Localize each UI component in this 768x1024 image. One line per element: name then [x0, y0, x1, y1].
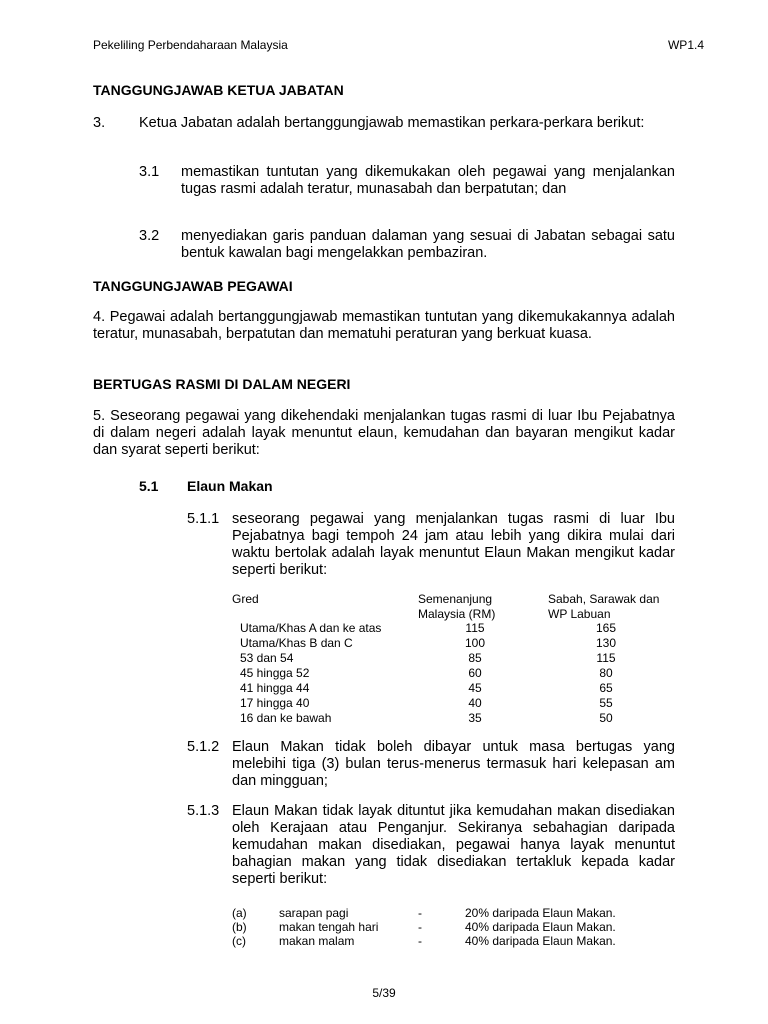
meal-rate: 40% daripada Elaun Makan.	[465, 920, 616, 934]
table-cell-sabah: 55	[599, 696, 613, 710]
page-number: 5/39	[372, 986, 396, 1000]
document-code: WP1.4	[667, 38, 704, 52]
table-cell-sabah: 115	[596, 651, 616, 665]
table-row	[240, 696, 680, 711]
table-cell-sabah: 80	[599, 666, 613, 680]
table-cell-gred: Utama/Khas A dan ke atas	[240, 621, 382, 635]
para-5-1-1-text: seseorang pegawai yang menjalankan tugas rasmi di luar Ibu Pejabatnya bagi tempoh 24 jam atau lebih yang dikira mulai dari waktu bertolak adalah layak menuntut Elaun Makan mengikut kadar seperti berikut:	[232, 511, 675, 578]
heading-bertugas-rasmi: BERTUGAS RASMI DI DALAM NEGERI	[93, 376, 351, 392]
meal-name: sarapan pagi	[279, 906, 349, 920]
table-row	[240, 711, 680, 726]
list-item	[232, 934, 672, 948]
table-cell-sabah: 50	[599, 711, 613, 725]
meal-label: (c)	[232, 934, 246, 948]
table-row	[240, 636, 680, 651]
table-cell-gred: 53 dan 54	[240, 651, 294, 665]
table-cell-semenanjung: 60	[468, 666, 482, 680]
section-5-1-title: Elaun Makan	[187, 478, 273, 494]
table-cell-semenanjung: 115	[465, 621, 485, 635]
table-header-semenanjung: Semenanjung Malaysia (RM)	[418, 592, 496, 621]
meal-label: (a)	[232, 906, 247, 920]
meal-name: makan malam	[279, 934, 355, 948]
meal-label: (b)	[232, 920, 247, 934]
rate-table-body	[240, 621, 680, 726]
table-row	[240, 621, 680, 636]
table-cell-gred: 41 hingga 44	[240, 681, 310, 695]
table-cell-gred: 16 dan ke bawah	[240, 711, 332, 725]
meal-rates-list	[232, 906, 672, 948]
table-cell-sabah: 130	[595, 636, 617, 650]
meal-dash: -	[418, 934, 422, 948]
meal-name: makan tengah hari	[279, 920, 379, 934]
table-row	[240, 681, 680, 696]
para-5-1-3-text: Elaun Makan tidak layak dituntut jika kemudahan makan disediakan oleh Kerajaan atau Penganjur. Sekiranya sebahagian daripada kemudahan makan disediakan, pegawai hanya layak menuntut bahagian makan yang tidak disediakan tertakluk kepada kadar seperti berikut:	[232, 803, 675, 887]
table-cell-semenanjung: 85	[468, 651, 482, 665]
table-cell-sabah: 65	[599, 681, 613, 695]
para-5-1-1-number: 5.1.1	[187, 511, 220, 527]
para-5-1-2-text: Elaun Makan tidak boleh dibayar untuk masa bertugas yang melebihi tiga (3) bulan terus-menerus termasuk hari kelepasan am dan mingguan;	[232, 739, 675, 789]
para-5-1-3-number: 5.1.3	[187, 803, 220, 819]
heading-pegawai: TANGGUNGJAWAB PEGAWAI	[93, 278, 293, 294]
heading-ketua-jabatan: TANGGUNGJAWAB KETUA JABATAN	[93, 82, 344, 98]
list-item	[232, 906, 672, 920]
para-5: 5. Seseorang pegawai yang dikehendaki menjalankan tugas rasmi di luar Ibu Pejabatnya di dalam negeri adalah layak menuntut elaun, kemudahan dan bayaran mengikut kadar dan syarat seperti berikut:	[93, 408, 675, 458]
table-header-gred: Gred	[232, 592, 259, 606]
para-3-2-number: 3.2	[139, 228, 160, 244]
document-header: Pekeliling Perbendaharaan Malaysia	[93, 38, 288, 52]
table-cell-semenanjung: 45	[468, 681, 482, 695]
list-item	[232, 920, 672, 934]
para-5-1-2-number: 5.1.2	[187, 739, 220, 755]
meal-rate: 40% daripada Elaun Makan.	[465, 934, 616, 948]
table-cell-gred: 45 hingga 52	[240, 666, 310, 680]
section-5-1-number: 5.1	[139, 478, 159, 494]
table-cell-gred: 17 hingga 40	[240, 696, 310, 710]
para-3-number: 3.	[93, 115, 106, 131]
table-header-sabah: Sabah, Sarawak dan WP Labuan	[548, 592, 660, 621]
meal-dash: -	[418, 920, 422, 934]
table-row	[240, 651, 680, 666]
table-cell-semenanjung: 40	[468, 696, 482, 710]
table-row	[240, 666, 680, 681]
meal-dash: -	[418, 906, 422, 920]
table-cell-sabah: 165	[595, 621, 617, 635]
para-3-text: Ketua Jabatan adalah bertanggungjawab memastikan perkara-perkara berikut:	[139, 115, 645, 131]
meal-rate: 20% daripada Elaun Makan.	[465, 906, 616, 920]
para-3-2-text: menyediakan garis panduan dalaman yang sesuai di Jabatan sebagai satu bentuk kawalan bagi mengelakkan pembaziran.	[181, 228, 675, 261]
table-cell-semenanjung: 100	[464, 636, 486, 650]
para-3-1-number: 3.1	[139, 164, 160, 180]
table-cell-semenanjung: 35	[468, 711, 482, 725]
para-3-1-text: memastikan tuntutan yang dikemukakan oleh pegawai yang menjalankan tugas rasmi adalah teratur, munasabah dan berpatutan; dan	[181, 164, 675, 197]
table-cell-gred: Utama/Khas B dan C	[240, 636, 353, 650]
para-4: 4. Pegawai adalah bertanggungjawab memastikan tuntutan yang dikemukakannya adalah teratur, munasabah, berpatutan dan mematuhi peraturan yang berkuat kuasa.	[93, 309, 675, 342]
